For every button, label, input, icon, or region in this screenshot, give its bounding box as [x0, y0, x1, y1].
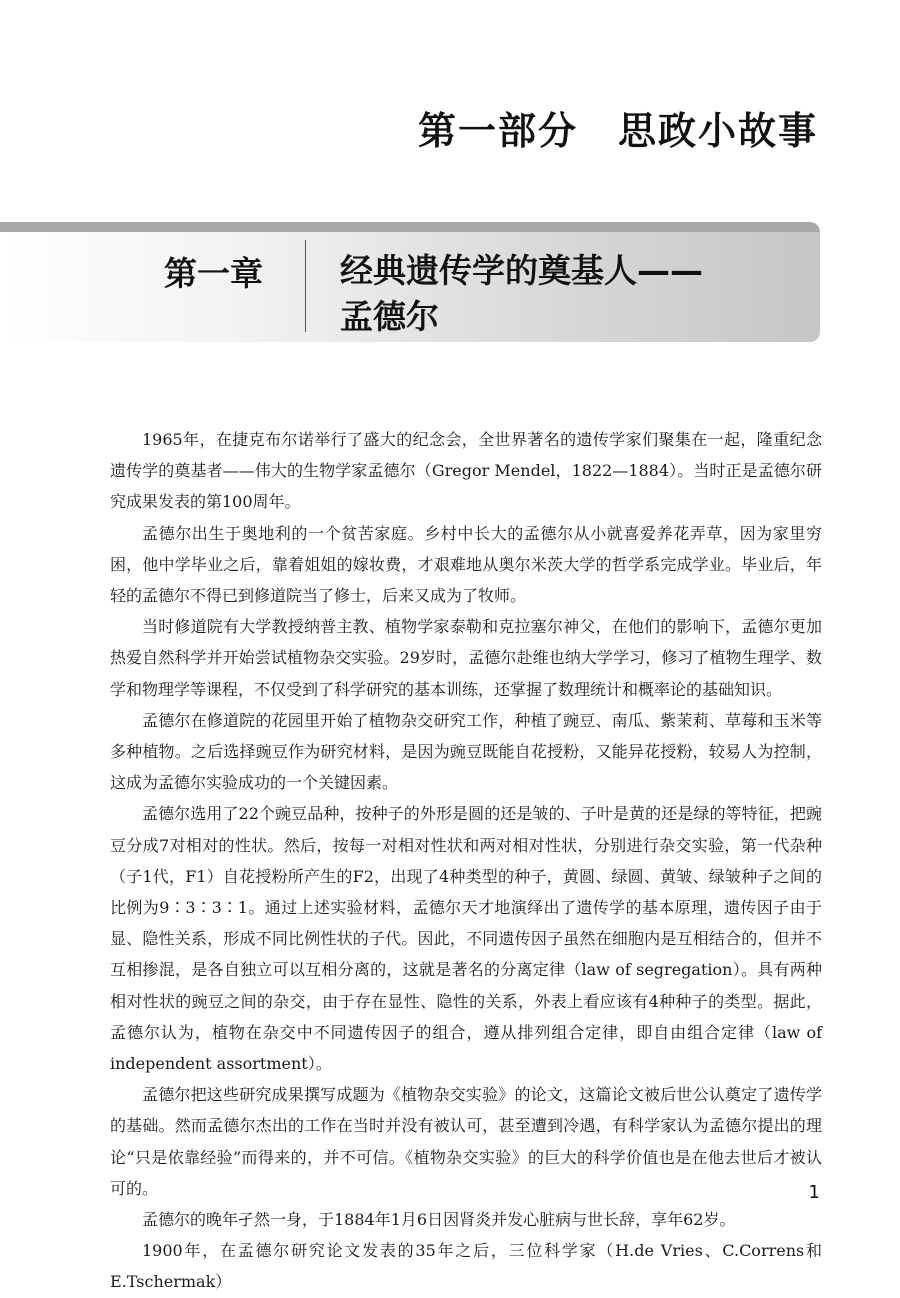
part-title: 第一部分 思政小故事 [417, 109, 818, 153]
chapter-title-line-1: 经典遗传学的奠基人—— [340, 251, 703, 290]
paragraph-3: 当时修道院有大学教授纳普主教、植物学家泰勒和克拉塞尔神父，在他们的影响下，孟德尔更加热爱自然科学并开始尝试植物杂交实验。29岁时，孟德尔赴维也纳大学学习，修习了植物生理学、数学和物理学等课程，不仅受到了科学研究的基本训练，还掌握了数理统计和概率论的基础知识。 [110, 617, 822, 699]
chapter-title [340, 248, 703, 340]
paragraph-7: 孟德尔的晚年孑然一身，于1884年1月6日因肾炎并发心脏病与世长辞，享年62岁。 [142, 1210, 736, 1230]
body-text [110, 424, 822, 1298]
paragraph-8: 1900年，在孟德尔研究论文发表的35年之后，三位科学家（H.de Vries、C.Correns和E.Tschermak） [110, 1241, 822, 1292]
chapter-title-line-2: 孟德尔 [340, 297, 439, 336]
paragraph-4: 孟德尔在修道院的花园里开始了植物杂交研究工作，种植了豌豆、南瓜、紫茉莉、草莓和玉米等多种植物。之后选择豌豆作为研究材料，是因为豌豆既能自花授粉，又能异花授粉，较易人为控制，这成为孟德尔实验成功的一个关键因素。 [110, 710, 822, 793]
chapter-divider [305, 240, 306, 332]
page-number: 1 [808, 1182, 820, 1203]
paragraph-6: 孟德尔把这些研究成果撰写成题为《植物杂交实验》的论文，这篇论文被后世公认奠定了遗传学的基础。然而孟德尔杰出的工作在当时并没有被认可，甚至遭到冷遇，有科学家认为孟德尔提出的理论“只是依靠经验”而得来的，并不可信。《植物杂交实验》的巨大的科学价值也是在他去世后才被认可的。 [110, 1085, 822, 1198]
paragraph-1: 1965年，在捷克布尔诺举行了盛大的纪念会，全世界著名的遗传学家们聚集在一起，隆重纪念遗传学的奠基者——伟大的生物学家孟德尔（Gregor Mendel，1822—1884）。当时正是孟德尔研究成果发表的第100周年。 [110, 430, 822, 512]
chapter-label: 第一章 [164, 254, 263, 293]
paragraph-5: 孟德尔选用了22个豌豆品种，按种子的外形是圆的还是皱的、子叶是黄的还是绿的等特征，把豌豆分成7对相对的性状。然后，按每一对相对性状和两对相对性状，分别进行杂交实验，第一代杂种（子1代，F1）自花授粉所产生的F2，出现了4种类型的种子，黄圆、绿圆、黄皱、绿皱种子之间的比例为9∶3∶3∶1。通过上述实验材料，孟德尔天才地演绎出了遗传学的基本原理，遗传因子由于显、隐性关系，形成不同比例性状的子代。因此，不同遗传因子虽然在细胞内是互相结合的，但并不互相掺混，是各自独立可以互相分离的，这就是著名的分离定律（law of segregation）。具有两种相对性状的豌豆之间的杂交，由于存在显性、隐性的关系，外表上看应该有4种种子的类型。据此，孟德尔认为，植物在杂交中不同遗传因子的组合，遵从排列组合定律，即自由组合定律（law of independent assortment）。 [110, 804, 822, 1074]
paragraph-2: 孟德尔出生于奥地利的一个贫苦家庭。乡村中长大的孟德尔从小就喜爱养花弄草，因为家里穷困，他中学毕业之后，靠着姐姐的嫁妆费，才艰难地从奥尔米茨大学的哲学系完成学业。毕业后，年轻的孟德尔不得已到修道院当了修士，后来又成为了牧师。 [110, 523, 822, 606]
